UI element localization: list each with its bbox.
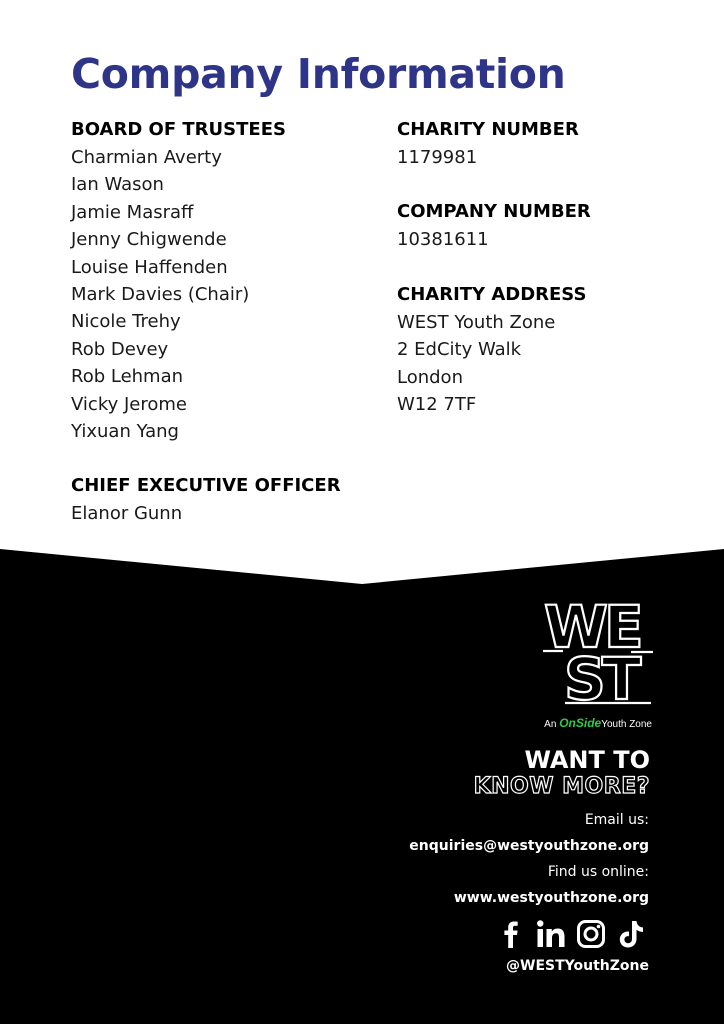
charity-address-heading: CHARITY ADDRESS (397, 283, 587, 305)
tiktok-icon[interactable] (615, 918, 647, 950)
email-link[interactable]: enquiries@westyouthzone.org (409, 838, 649, 854)
board-member: Yixuan Yang (71, 421, 179, 443)
onside-brand: OnSide (559, 716, 602, 730)
board-member: Rob Lehman (71, 366, 184, 388)
address-line: 2 EdCity Walk (397, 339, 522, 361)
ceo-heading: CHIEF EXECUTIVE OFFICER (71, 475, 341, 497)
page-title: Company Information (71, 50, 566, 98)
logo-tagline: An OnSideYouth Zone (544, 716, 652, 730)
svg-text:WE: WE (544, 597, 640, 661)
company-number-value: 10381611 (397, 229, 489, 251)
address-line: London (397, 366, 463, 388)
address-line: WEST Youth Zone (397, 311, 556, 333)
linkedin-icon[interactable] (535, 918, 567, 950)
address-line: W12 7TF (397, 394, 477, 416)
want-to-heading: WANT TO (524, 746, 650, 774)
instagram-icon[interactable] (575, 918, 607, 950)
svg-text:ST: ST (564, 645, 638, 707)
west-logo (543, 597, 653, 707)
social-handle[interactable]: @WESTYouthZone (506, 958, 649, 974)
web-label: Find us online: (547, 864, 649, 880)
charity-number-value: 1179981 (397, 147, 478, 168)
board-member: Jamie Masraff (71, 201, 194, 223)
board-heading: BOARD OF TRUSTEES (71, 119, 286, 140)
company-number-heading: COMPANY NUMBER (397, 201, 591, 223)
charity-number-heading: CHARITY NUMBER (397, 119, 579, 140)
social-icons (495, 916, 647, 952)
board-member: Ian Wason (71, 174, 164, 196)
board-member: Charmian Averty (71, 147, 222, 168)
board-member: Rob Devey (71, 338, 169, 360)
board-member: Vicky Jerome (71, 393, 187, 415)
know-more-heading: KNOW MORE? (473, 774, 650, 799)
email-label: Email us: (584, 812, 649, 828)
board-member: Jenny Chigwende (71, 229, 227, 251)
board-member: Nicole Trehy (71, 311, 181, 333)
board-member: Louise Haffenden (71, 256, 228, 278)
facebook-icon[interactable] (495, 918, 527, 950)
website-link[interactable]: www.westyouthzone.org (453, 890, 649, 906)
ceo-name: Elanor Gunn (71, 503, 183, 525)
board-member: Mark Davies (Chair) (71, 284, 250, 306)
